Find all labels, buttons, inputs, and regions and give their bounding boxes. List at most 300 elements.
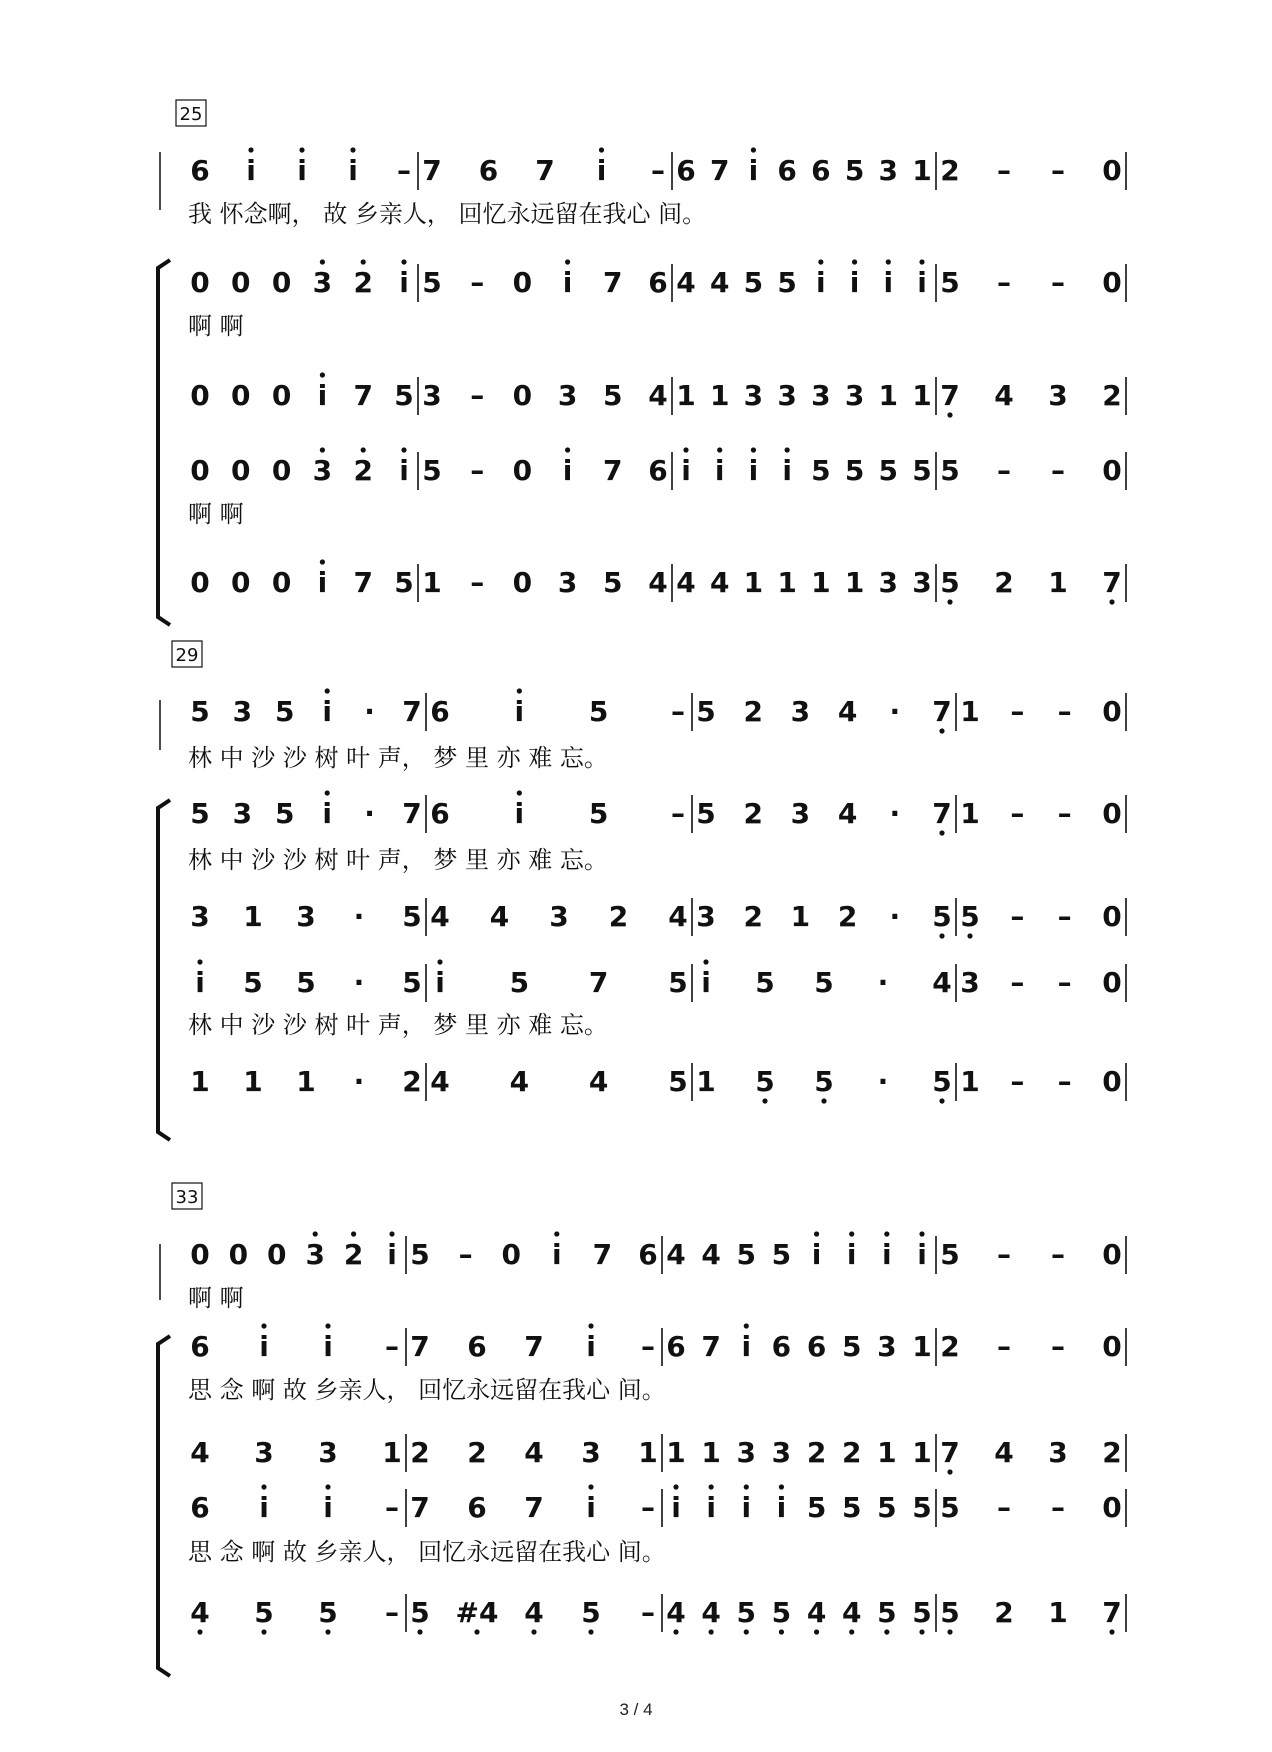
note-digit: 0 bbox=[1102, 266, 1122, 299]
octave-dot bbox=[947, 1469, 952, 1474]
octave-dot bbox=[588, 1484, 593, 1489]
measure-number: 33 bbox=[175, 1187, 199, 1208]
measure-number: 29 bbox=[175, 645, 199, 666]
note-digit: 7 bbox=[410, 1491, 430, 1524]
octave-dot bbox=[389, 1231, 394, 1236]
octave-dot bbox=[967, 933, 972, 938]
lyric-line: 思 念 啊 故 乡亲人， 回忆永远留在我心 间。 bbox=[188, 1376, 666, 1404]
note-digit: 2 bbox=[743, 900, 763, 933]
note-digit: 3 bbox=[743, 379, 764, 412]
note-digit: i bbox=[387, 1238, 397, 1271]
octave-dot bbox=[744, 1484, 749, 1489]
note-digit: i bbox=[562, 454, 573, 487]
note-digit: 1 bbox=[243, 1065, 263, 1098]
note-digit: i bbox=[259, 1330, 269, 1363]
octave-dot bbox=[320, 559, 325, 564]
note-digit: 5 bbox=[755, 1065, 775, 1098]
octave-dot bbox=[361, 447, 366, 452]
note-digit: 6 bbox=[430, 695, 450, 728]
note-digit: 5 bbox=[932, 1065, 952, 1098]
note-digit: 4 bbox=[524, 1436, 544, 1469]
note-digit: 7 bbox=[410, 1330, 430, 1363]
note-digit: i bbox=[849, 266, 860, 299]
lyric-line: 林 中 沙 沙 树 叶 声， 梦 里 亦 难 忘。 bbox=[188, 744, 608, 772]
note-digit: 6 bbox=[771, 1330, 792, 1363]
note-digit: 4 bbox=[676, 566, 696, 599]
note-digit: 7 bbox=[1102, 566, 1122, 599]
note-digit: – bbox=[1010, 797, 1025, 830]
note-digit: 3 bbox=[549, 900, 569, 933]
note-digit: 1 bbox=[1048, 566, 1068, 599]
note-digit: 4 bbox=[648, 379, 668, 412]
note-digit: i bbox=[776, 1491, 787, 1524]
octave-dot bbox=[947, 412, 952, 417]
octave-dot bbox=[361, 259, 366, 264]
note-digit: 3 bbox=[771, 1436, 792, 1469]
note-digit: 3 bbox=[811, 379, 831, 412]
note-digit: 2 bbox=[410, 1436, 430, 1469]
octave-dot bbox=[814, 1629, 819, 1634]
note-digit: 5 bbox=[841, 1491, 862, 1524]
note-digit: i bbox=[671, 1491, 681, 1524]
note-digit: 0 bbox=[1102, 900, 1122, 933]
note-digit: 1 bbox=[790, 900, 811, 933]
note-digit: 2 bbox=[467, 1436, 487, 1469]
note-digit: 2 bbox=[743, 695, 763, 728]
note-digit: – bbox=[671, 695, 685, 728]
note-digit: i bbox=[399, 454, 409, 487]
note-digit: – bbox=[641, 1596, 655, 1629]
octave-dot bbox=[261, 1484, 266, 1489]
note-digit: 3 bbox=[878, 566, 899, 599]
note-digit: 7 bbox=[932, 695, 952, 728]
note-digit: 6 bbox=[467, 1330, 487, 1363]
note-digit: i bbox=[811, 1238, 822, 1271]
note-digit: 3 bbox=[790, 797, 811, 830]
lyric-line: 我 怀念啊， 故 乡亲人， 回忆永远留在我心 间。 bbox=[188, 200, 707, 228]
note-digit: 5 bbox=[777, 266, 797, 299]
note-digit: i bbox=[195, 966, 205, 999]
note-digit: i bbox=[317, 379, 328, 412]
note-digit: 5 bbox=[190, 797, 210, 830]
page-number: 3 / 4 bbox=[619, 1700, 653, 1719]
note-digit: i bbox=[317, 566, 328, 599]
note-digit: · bbox=[889, 797, 901, 830]
octave-dot bbox=[717, 447, 722, 452]
note-digit: 5 bbox=[940, 566, 960, 599]
note-digit: 3 bbox=[736, 1436, 757, 1469]
note-digit: 3 bbox=[696, 900, 716, 933]
note-digit: · bbox=[353, 900, 365, 933]
note-digit: – bbox=[1057, 695, 1072, 728]
note-digit: 2 bbox=[841, 1436, 862, 1469]
note-digit: 4 bbox=[709, 266, 730, 299]
note-digit: 4 bbox=[489, 900, 510, 933]
octave-dot bbox=[884, 1231, 889, 1236]
octave-dot bbox=[299, 147, 304, 152]
octave-dot bbox=[517, 790, 522, 795]
note-digit: 4 bbox=[837, 695, 858, 728]
note-digit: 1 bbox=[296, 1065, 316, 1098]
note-digit: i bbox=[748, 154, 759, 187]
note-digit: 1 bbox=[676, 379, 696, 412]
note-digit: 5 bbox=[736, 1596, 757, 1629]
note-digit: 0 bbox=[1102, 1491, 1122, 1524]
octave-dot bbox=[939, 933, 944, 938]
note-digit: 4 bbox=[509, 1065, 530, 1098]
note-digit: 5 bbox=[960, 900, 980, 933]
note-digit: 5 bbox=[932, 900, 952, 933]
octave-dot bbox=[947, 599, 952, 604]
note-digit: – bbox=[470, 379, 485, 412]
note-digit: i bbox=[297, 154, 307, 187]
note-digit: 1 bbox=[844, 566, 865, 599]
note-digit: 5 bbox=[940, 454, 960, 487]
note-digit: 4 bbox=[668, 900, 688, 933]
note-digit: 0 bbox=[231, 266, 251, 299]
note-digit: 0 bbox=[1102, 797, 1122, 830]
note-digit: i bbox=[551, 1238, 562, 1271]
note-digit: 1 bbox=[777, 566, 797, 599]
note-digit: i bbox=[586, 1491, 596, 1524]
note-digit: 0 bbox=[512, 266, 533, 299]
note-digit: 7 bbox=[353, 379, 373, 412]
note-digit: 5 bbox=[190, 695, 210, 728]
note-digit: 0 bbox=[231, 566, 251, 599]
octave-dot bbox=[779, 1629, 784, 1634]
note-digit: 1 bbox=[960, 797, 980, 830]
octave-dot bbox=[919, 259, 924, 264]
note-digit: – bbox=[1010, 1065, 1025, 1098]
note-digit: i bbox=[514, 797, 525, 830]
note-digit: 5 bbox=[581, 1596, 601, 1629]
note-digit: 5 bbox=[878, 454, 899, 487]
note-digit: 0 bbox=[1102, 966, 1122, 999]
note-digit: 5 bbox=[940, 266, 960, 299]
note-digit: 5 bbox=[394, 379, 414, 412]
octave-dot bbox=[762, 1098, 767, 1103]
note-digit: 0 bbox=[190, 379, 210, 412]
system-bracket bbox=[158, 1336, 170, 1676]
note-digit: – bbox=[997, 454, 1011, 487]
octave-dot bbox=[751, 147, 756, 152]
note-digit: 5 bbox=[603, 379, 623, 412]
note-digit: 2 bbox=[343, 1238, 364, 1271]
note-digit: 7 bbox=[422, 154, 442, 187]
note-digit: 7 bbox=[932, 797, 952, 830]
note-digit: 2 bbox=[994, 566, 1014, 599]
note-digit: 5 bbox=[841, 1330, 862, 1363]
note-digit: 7 bbox=[524, 1491, 544, 1524]
octave-dot bbox=[248, 147, 253, 152]
note-digit: 5 bbox=[940, 1596, 960, 1629]
note-digit: 4 bbox=[709, 566, 730, 599]
note-digit: 6 bbox=[648, 454, 668, 487]
note-digit: 5 bbox=[771, 1596, 792, 1629]
octave-dot bbox=[1109, 599, 1114, 604]
octave-dot bbox=[683, 447, 688, 452]
note-digit: 7 bbox=[603, 266, 623, 299]
note-digit: i bbox=[323, 1330, 333, 1363]
note-digit: 5 bbox=[668, 1065, 688, 1098]
octave-dot bbox=[554, 1231, 559, 1236]
octave-dot bbox=[320, 259, 325, 264]
octave-dot bbox=[599, 147, 604, 152]
octave-dot bbox=[939, 830, 944, 835]
note-digit: 7 bbox=[709, 154, 730, 187]
note-digit: i bbox=[596, 154, 607, 187]
octave-dot bbox=[401, 259, 406, 264]
note-digit: 5 bbox=[318, 1596, 338, 1629]
note-digit: – bbox=[997, 154, 1011, 187]
note-digit: 4 bbox=[588, 1065, 609, 1098]
octave-dot bbox=[325, 1484, 330, 1489]
note-digit: · bbox=[353, 966, 365, 999]
note-digit: 5 bbox=[736, 1238, 757, 1271]
note-digit: – bbox=[1057, 797, 1072, 830]
note-digit: 6 bbox=[478, 154, 499, 187]
note-digit: – bbox=[385, 1491, 399, 1524]
note-digit: 1 bbox=[422, 566, 442, 599]
octave-dot bbox=[852, 259, 857, 264]
note-digit: 3 bbox=[254, 1436, 274, 1469]
note-digit: 0 bbox=[1102, 1330, 1122, 1363]
note-digit: 3 bbox=[878, 154, 899, 187]
octave-dot bbox=[197, 959, 202, 964]
note-digit: 5 bbox=[668, 966, 688, 999]
note-digit: 5 bbox=[940, 1238, 960, 1271]
note-digit: 1 bbox=[912, 154, 932, 187]
note-digit: 5 bbox=[509, 966, 530, 999]
note-digit: 0 bbox=[1102, 695, 1122, 728]
note-digit: 1 bbox=[709, 379, 730, 412]
note-digit: 5 bbox=[402, 966, 422, 999]
note-digit: i bbox=[322, 695, 333, 728]
note-digit: 0 bbox=[231, 379, 251, 412]
octave-dot bbox=[474, 1629, 479, 1634]
note-digit: 0 bbox=[271, 379, 292, 412]
note-digit: 5 bbox=[912, 1491, 932, 1524]
note-digit: 2 bbox=[402, 1065, 422, 1098]
note-digit: – bbox=[997, 1491, 1011, 1524]
octave-dot bbox=[709, 1629, 714, 1634]
note-digit: 3 bbox=[190, 900, 210, 933]
octave-dot bbox=[531, 1629, 536, 1634]
note-digit: 6 bbox=[430, 797, 450, 830]
note-digit: 5 bbox=[814, 1065, 834, 1098]
octave-dot bbox=[673, 1484, 678, 1489]
note-digit: 5 bbox=[743, 266, 764, 299]
octave-dot bbox=[703, 959, 708, 964]
note-digit: 3 bbox=[422, 379, 442, 412]
note-digit: i bbox=[882, 1238, 892, 1271]
note-digit: 0 bbox=[512, 566, 533, 599]
note-digit: 5 bbox=[696, 695, 716, 728]
note-digit: 2 bbox=[994, 1596, 1014, 1629]
octave-dot bbox=[437, 959, 442, 964]
note-digit: 6 bbox=[806, 1330, 827, 1363]
note-digit: – bbox=[385, 1330, 399, 1363]
lyric-line: 林 中 沙 沙 树 叶 声， 梦 里 亦 难 忘。 bbox=[188, 1011, 608, 1039]
note-digit: 3 bbox=[912, 566, 932, 599]
note-digit: – bbox=[1051, 1491, 1065, 1524]
note-digit: 6 bbox=[648, 266, 668, 299]
note-digit: 1 bbox=[666, 1436, 686, 1469]
note-digit: 4 bbox=[806, 1596, 827, 1629]
note-digit: 5 bbox=[877, 1596, 897, 1629]
note-digit: – bbox=[1051, 1330, 1065, 1363]
note-digit: 3 bbox=[877, 1330, 897, 1363]
note-digit: 0 bbox=[231, 454, 251, 487]
note-digit: 2 bbox=[1102, 379, 1122, 412]
note-digit: 3 bbox=[232, 695, 253, 728]
system-bracket bbox=[158, 800, 170, 1140]
octave-dot bbox=[814, 1231, 819, 1236]
note-digit: i bbox=[706, 1491, 716, 1524]
note-digit: 0 bbox=[190, 266, 210, 299]
octave-dot bbox=[320, 447, 325, 452]
note-digit: 4 bbox=[190, 1596, 210, 1629]
note-digit: – bbox=[470, 566, 485, 599]
note-digit: 0 bbox=[267, 1238, 287, 1271]
note-digit: 3 bbox=[296, 900, 316, 933]
octave-dot bbox=[751, 447, 756, 452]
octave-dot bbox=[261, 1629, 266, 1634]
note-digit: 2 bbox=[353, 266, 373, 299]
note-digit: 4 bbox=[666, 1596, 686, 1629]
note-digit: i bbox=[741, 1330, 752, 1363]
octave-dot bbox=[313, 1231, 318, 1236]
note-digit: i bbox=[714, 454, 725, 487]
note-digit: i bbox=[917, 266, 927, 299]
note-digit: 3 bbox=[232, 797, 253, 830]
note-digit: i bbox=[246, 154, 256, 187]
note-digit: 4 bbox=[841, 1596, 862, 1629]
octave-dot bbox=[325, 688, 330, 693]
note-digit: 3 bbox=[844, 379, 865, 412]
note-digit: i bbox=[883, 266, 894, 299]
note-digit: 5 bbox=[811, 454, 831, 487]
note-digit: 2 bbox=[837, 900, 858, 933]
octave-dot bbox=[886, 259, 891, 264]
note-digit: 6 bbox=[777, 154, 797, 187]
note-digit: · bbox=[364, 797, 375, 830]
note-digit: – bbox=[671, 797, 685, 830]
note-digit: 6 bbox=[190, 1491, 210, 1524]
note-digit: 0 bbox=[1102, 154, 1122, 187]
octave-dot bbox=[565, 259, 570, 264]
note-digit: 1 bbox=[912, 1436, 932, 1469]
note-digit: 1 bbox=[382, 1436, 402, 1469]
note-digit: 4 bbox=[932, 966, 952, 999]
lyric-line: 思 念 啊 故 乡亲人， 回忆永远留在我心 间。 bbox=[188, 1538, 666, 1566]
note-digit: 1 bbox=[960, 1065, 980, 1098]
note-digit: i bbox=[399, 266, 409, 299]
note-digit: 0 bbox=[190, 454, 210, 487]
note-digit: 5 bbox=[844, 454, 865, 487]
note-digit: 3 bbox=[790, 695, 811, 728]
note-digit: i bbox=[782, 454, 792, 487]
note-digit: – bbox=[397, 154, 411, 187]
note-digit: – bbox=[470, 454, 485, 487]
note-digit: 5 bbox=[588, 695, 609, 728]
note-digit: 3 bbox=[305, 1238, 325, 1271]
note-digit: 5 bbox=[422, 454, 442, 487]
octave-dot bbox=[565, 447, 570, 452]
note-digit: i bbox=[846, 1238, 857, 1271]
note-digit: 2 bbox=[608, 900, 629, 933]
note-digit: 0 bbox=[512, 379, 533, 412]
note-digit: 7 bbox=[940, 379, 960, 412]
note-digit: – bbox=[1057, 900, 1072, 933]
note-digit: 5 bbox=[844, 154, 865, 187]
note-digit: i bbox=[586, 1330, 596, 1363]
note-digit: 5 bbox=[410, 1596, 430, 1629]
note-digit: 0 bbox=[190, 566, 210, 599]
note-digit: 1 bbox=[912, 1330, 932, 1363]
note-digit: – bbox=[641, 1491, 655, 1524]
note-digit: 4 bbox=[837, 797, 858, 830]
note-digit: 1 bbox=[696, 1065, 716, 1098]
note-digit: 5 bbox=[877, 1491, 897, 1524]
note-digit: i bbox=[323, 1491, 333, 1524]
note-digit: 1 bbox=[960, 695, 980, 728]
note-digit: 4 bbox=[190, 1436, 210, 1469]
note-digit: i bbox=[681, 454, 691, 487]
note-digit: i bbox=[259, 1491, 269, 1524]
octave-dot bbox=[517, 688, 522, 693]
note-digit: 5 bbox=[402, 900, 422, 933]
octave-dot bbox=[779, 1484, 784, 1489]
note-digit: – bbox=[385, 1596, 399, 1629]
note-digit: 7 bbox=[1102, 1596, 1122, 1629]
note-digit: 2 bbox=[1102, 1436, 1122, 1469]
octave-dot bbox=[849, 1231, 854, 1236]
note-digit: 7 bbox=[701, 1330, 721, 1363]
octave-dot bbox=[325, 790, 330, 795]
note-digit: 4 bbox=[524, 1596, 544, 1629]
octave-dot bbox=[939, 1098, 944, 1103]
note-digit: 0 bbox=[271, 266, 292, 299]
note-digit: 5 bbox=[422, 266, 442, 299]
note-digit: – bbox=[1057, 1065, 1072, 1098]
note-digit: – bbox=[997, 266, 1011, 299]
note-digit: 7 bbox=[353, 566, 373, 599]
note-digit: – bbox=[1010, 966, 1025, 999]
note-digit: 0 bbox=[512, 454, 533, 487]
note-digit: 3 bbox=[1048, 1436, 1068, 1469]
note-digit: · bbox=[889, 695, 901, 728]
note-digit: 2 bbox=[940, 154, 960, 187]
note-digit: i bbox=[701, 966, 711, 999]
octave-dot bbox=[325, 1323, 330, 1328]
note-digit: 6 bbox=[666, 1330, 686, 1363]
note-digit: 0 bbox=[271, 566, 292, 599]
note-digit: 3 bbox=[318, 1436, 338, 1469]
octave-dot bbox=[417, 1629, 422, 1634]
note-digit: 1 bbox=[877, 1436, 897, 1469]
note-digit: 5 bbox=[243, 966, 263, 999]
note-digit: 2 bbox=[743, 797, 763, 830]
note-digit: 7 bbox=[592, 1238, 613, 1271]
note-digit: 5 bbox=[296, 966, 316, 999]
note-digit: i bbox=[816, 266, 826, 299]
note-digit: i bbox=[322, 797, 333, 830]
octave-dot bbox=[261, 1323, 266, 1328]
note-digit: – bbox=[1010, 695, 1025, 728]
note-digit: 2 bbox=[353, 454, 373, 487]
measure-number: 25 bbox=[179, 104, 203, 125]
